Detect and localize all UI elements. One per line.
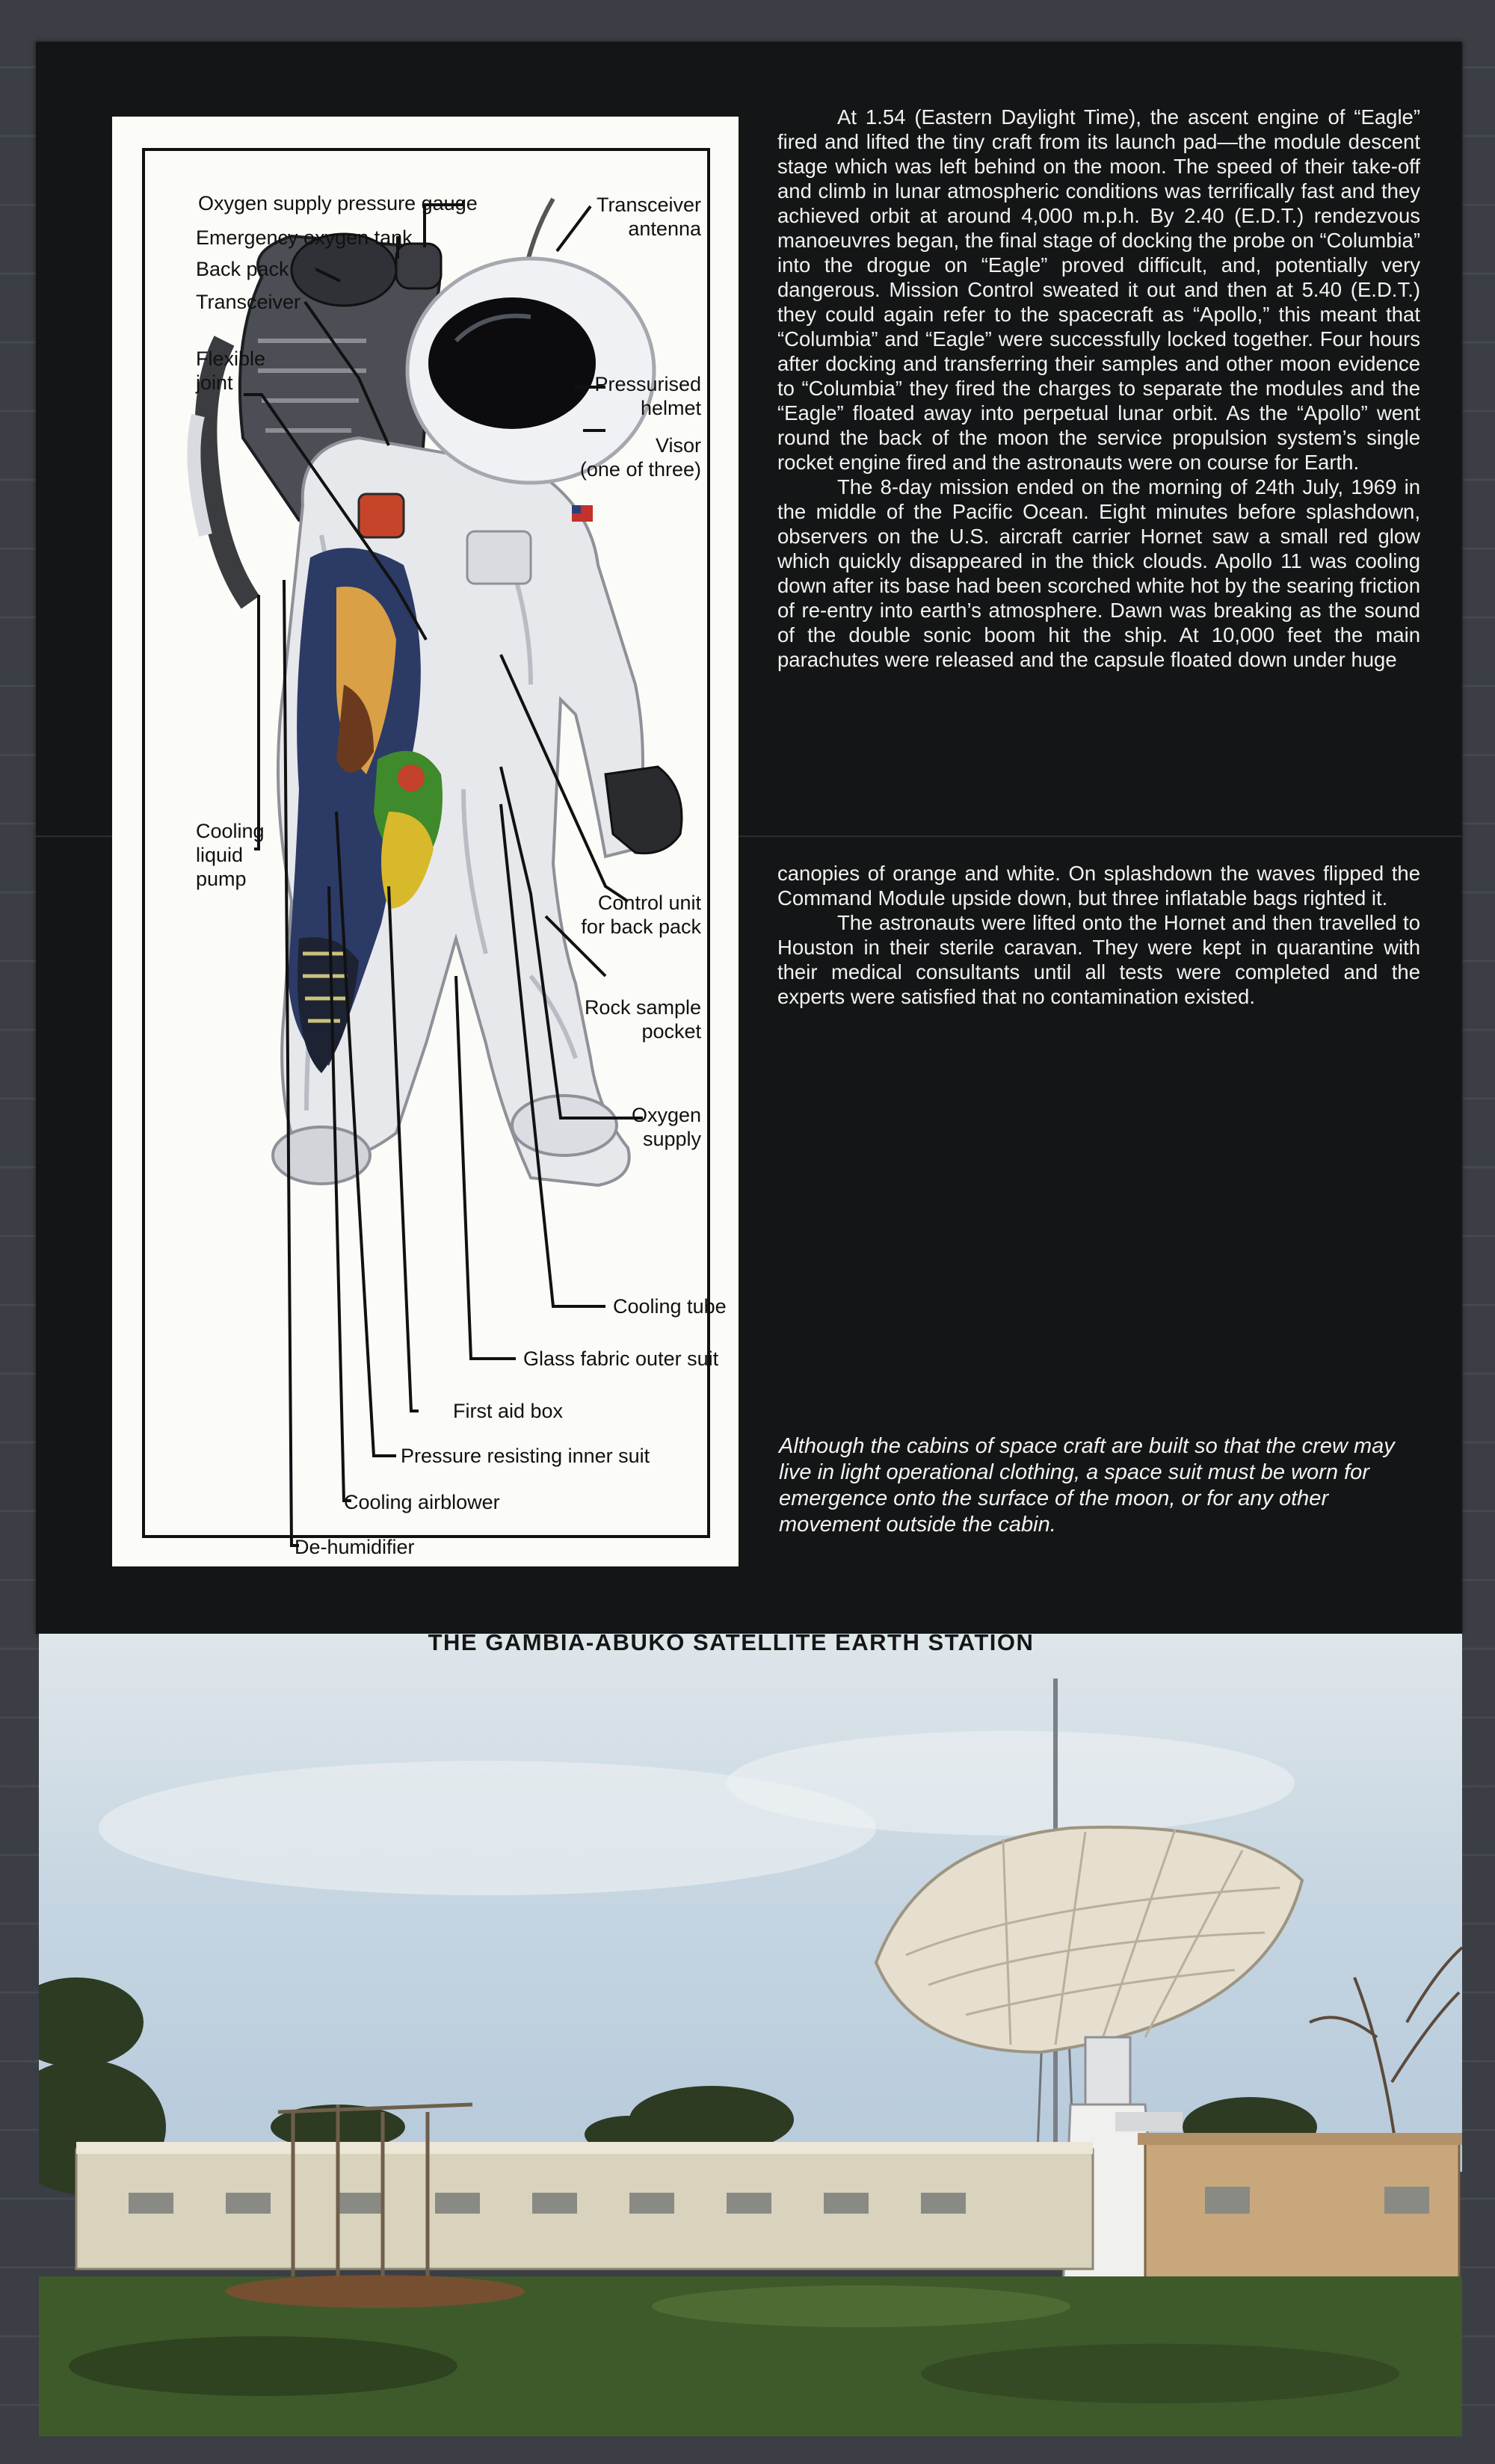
label-cooling-tube: Cooling tube xyxy=(613,1295,727,1318)
label-emergency-oxygen-tank: Emergency oxygen tank xyxy=(196,226,413,249)
label-de-humidifier: De-humidifier xyxy=(295,1536,415,1558)
label-rock-sample-pocket: Rock sample pocket xyxy=(584,996,701,1043)
label-visor: Visor (one of three) xyxy=(579,434,701,481)
spacesuit-diagram-card xyxy=(112,117,739,1566)
spacesuit-caption: Although the cabins of space craft are built so that the crew may live in light operational clothing, a space suit must be worn for emergence onto the surface of the moon, or for any other movement outside the cabin. xyxy=(779,1434,1395,1537)
article-text-lower xyxy=(777,861,1420,1009)
article-paragraph-1: At 1.54 (Eastern Daylight Time), the ascent engine of “Eagle” fired and lifted the tiny craft from its launch pad—the module descent stage which was left behind on the moon. The speed of their take-off and climb in lunar atmospheric conditions was terrifically fast and they achieved orbit at around 4,000 m.p.h. By 2.40 (E.D.T.) rendezvous manoeuvres began, the final stage of docking the probe on “Columbia” into the drogue on “Eagle” proved difficult, and, potentially very dangerous. Mission Control sweated it out and then at 5.40 (E.D.T.) they could again refer to the spacecraft as “Apollo,” this meant that “Columbia” and “Eagle” were successfully locked together. Four hours after docking and transferring their samples and other moon evidence to “Columbia” they fired the charges to separate the modules and the “Eagle” floated away into perpetual lunar orbit. As the “Apollo” went round the back of the moon the service propulsion system’s single rocket engine fired and the astronauts were on course for Earth. xyxy=(777,105,1420,474)
label-pressure-resisting-inner-suit: Pressure resisting inner suit xyxy=(401,1445,650,1467)
label-glass-fabric-outer-suit: Glass fabric outer suit xyxy=(523,1347,719,1370)
label-cooling-liquid-pump: Cooling liquid pump xyxy=(196,820,265,890)
article-paragraph-2-continued: canopies of orange and white. On splashdown the waves flipped the Command Module upside down, but three inflatable bags righted it. xyxy=(777,862,1420,910)
label-oxygen-supply-pressure-gauge: Oxygen supply pressure gauge xyxy=(198,192,478,214)
upper-panel xyxy=(36,42,1462,1634)
label-back-pack: Back pack xyxy=(196,258,289,280)
earth-station-title: THE GAMBIA-ABUKO SATELLITE EARTH STATION xyxy=(428,1629,1035,1655)
article-paragraph-2: The 8-day mission ended on the morning of 24th July, 1969 in the middle of the Pacific Ocean. Eight minutes before splashdown, observers on the U.S. aircraft carrier Hornet saw a small red glow which quickly disappeared in the thick clouds. Apollo 11 was cooling down after its base had been scorched white hot by the searing friction of re-entry into earth’s atmosphere. Dawn was breaking as the sound of the double sonic boom hit the ship. At 10,000 feet the main parachutes were released and the capsule floated down under huge xyxy=(777,475,1420,671)
earth-station-photo xyxy=(39,1634,1462,2436)
label-transceiver: Transceiver xyxy=(196,291,301,313)
label-pressurised-helmet: Pressurised helmet xyxy=(594,373,701,419)
label-oxygen-supply: Oxygen supply xyxy=(631,1104,701,1150)
label-transceiver-antenna: Transceiver antenna xyxy=(596,194,701,240)
article-paragraph-3: The astronauts were lifted onto the Hornet and then travelled to Houston in their sterile caravan. They were kept in quarantine with their medical consultants until all tests were completed and the experts were satisfied that no contamination existed. xyxy=(777,911,1420,1008)
label-flexible-joint: Flexible joint xyxy=(196,348,266,394)
label-first-aid-box: First aid box xyxy=(453,1400,564,1422)
label-cooling-airblower: Cooling airblower xyxy=(344,1491,500,1513)
label-control-unit: Control unit for back pack xyxy=(581,892,701,938)
earth-station-scene xyxy=(39,1634,1462,2436)
booklet-sheet xyxy=(36,42,1462,2436)
article-text-upper xyxy=(777,105,1420,672)
